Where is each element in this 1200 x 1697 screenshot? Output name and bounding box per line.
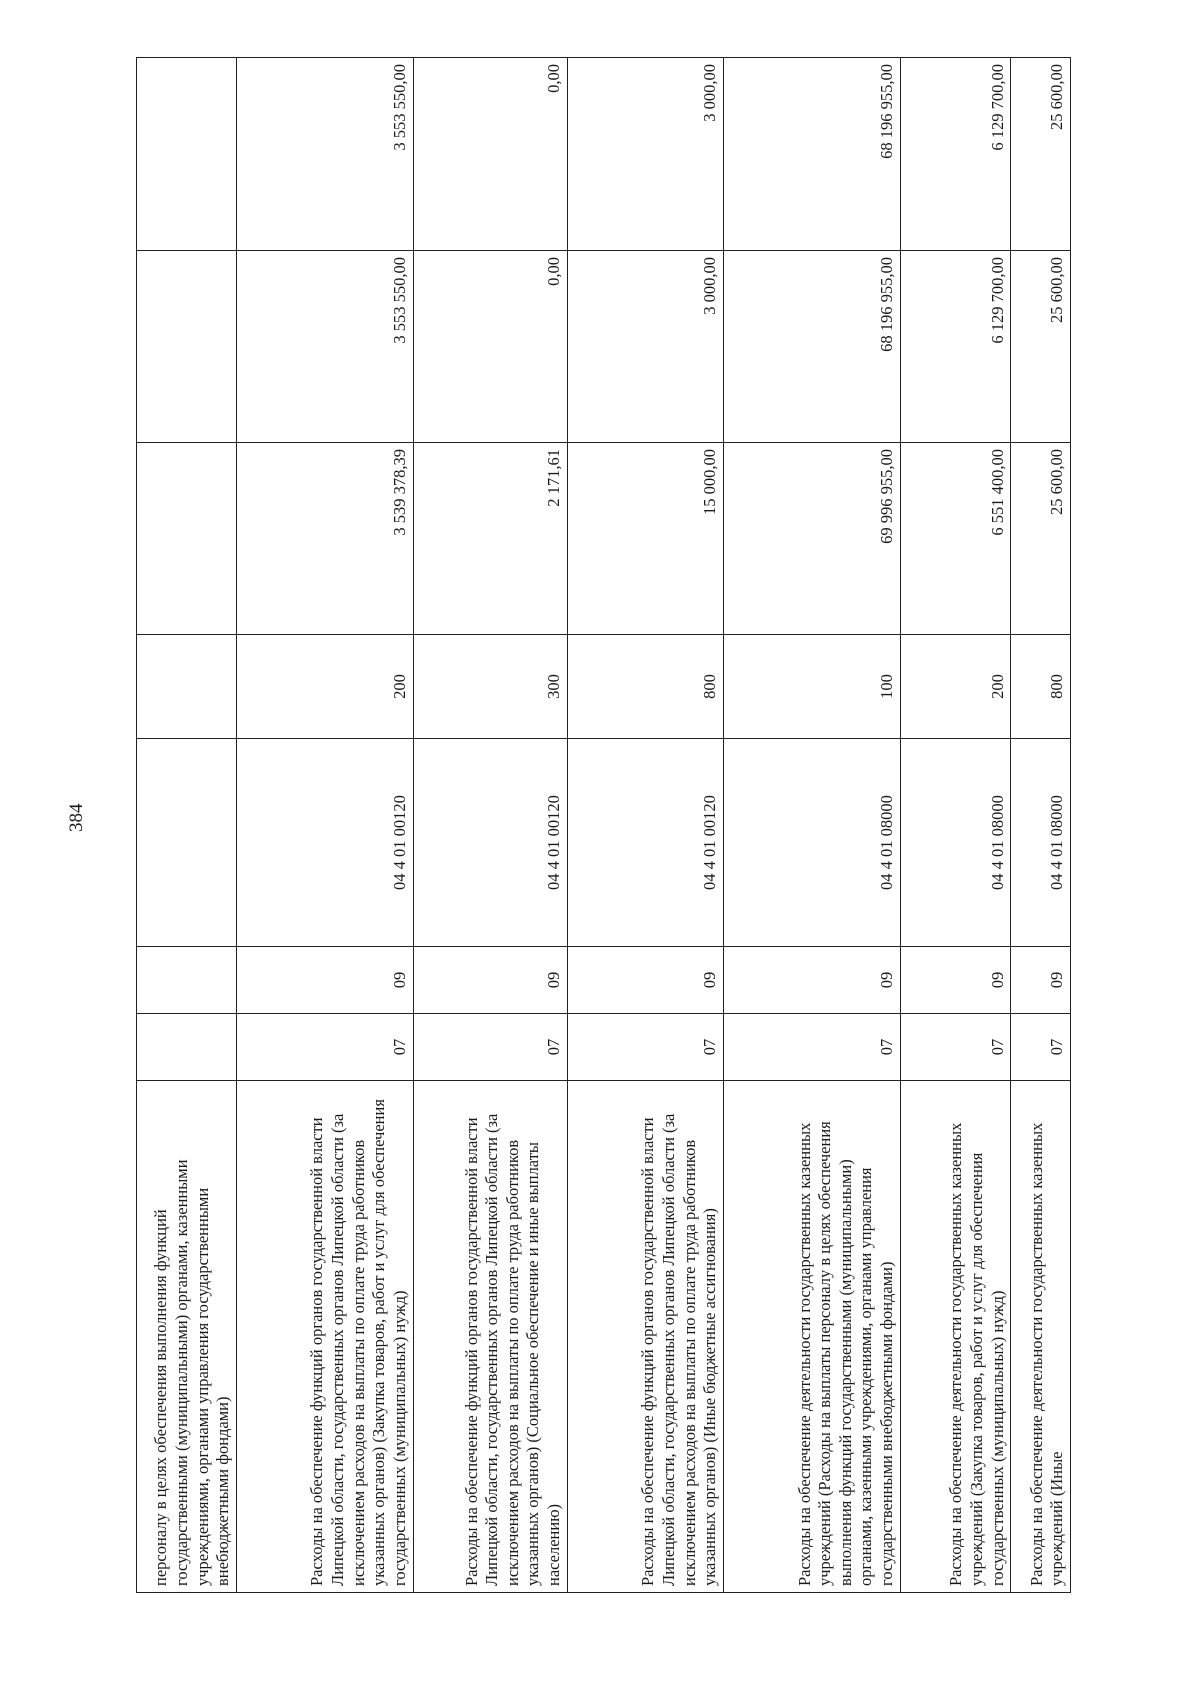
sum-year-2: 0,00 [413,251,567,443]
sum-year-1: 15 000,00 [567,443,723,635]
row-description: Расходы на обеспечение функций органов государственной власти Липецкой области, государственных органов Липецкой области (за исключением расходов на выплаты по оплате труда работников указанных органов) (Социальное обеспечение и иные выплаты населению) [413,1081,567,1593]
expense-type: 200 [900,635,1011,739]
sum-year-2: 3 553 550,00 [236,251,413,443]
table-row [900,58,1011,1593]
sum-year-2: 3 000,00 [567,251,723,443]
sum-year-3: 25 600,00 [1011,58,1071,251]
ministry-code: 07 [236,1014,413,1081]
target-article: 04 4 01 00120 [413,739,567,947]
ministry-code: 07 [900,1014,1011,1081]
sum-year-2: 6 129 700,00 [900,251,1011,443]
target-article [137,739,237,947]
rotated-table-container [136,58,1071,1593]
budget-table [136,57,1071,1593]
expense-type: 800 [567,635,723,739]
section-code: 09 [900,947,1011,1014]
ministry-code: 07 [723,1014,900,1081]
page-number: 384 [66,803,87,832]
section-code [137,947,237,1014]
sum-year-1: 6 551 400,00 [900,443,1011,635]
sum-year-1 [137,443,237,635]
sum-year-3 [137,58,237,251]
sum-year-1: 25 600,00 [1011,443,1071,635]
row-description: Расходы на обеспечение деятельности государственных казенных учреждений (Закупка товаров, работ и услуг для обеспечения государственных (муниципальных) нужд) [900,1081,1011,1593]
row-description: Расходы на обеспечение деятельности государственных казенных учреждений (Иные [1011,1081,1071,1593]
section-code: 09 [413,947,567,1014]
table-row [567,58,723,1593]
ministry-code: 07 [413,1014,567,1081]
sum-year-1: 2 171,61 [413,443,567,635]
target-article: 04 4 01 08000 [900,739,1011,947]
table-row [413,58,567,1593]
table-row [137,58,237,1593]
sum-year-1: 69 996 955,00 [723,443,900,635]
sum-year-2: 25 600,00 [1011,251,1071,443]
expense-type [137,635,237,739]
target-article: 04 4 01 08000 [723,739,900,947]
sum-year-1: 3 539 378,39 [236,443,413,635]
sum-year-3: 3 000,00 [567,58,723,251]
ministry-code: 07 [1011,1014,1071,1081]
expense-type: 200 [236,635,413,739]
expense-type: 300 [413,635,567,739]
sum-year-2 [137,251,237,443]
table-row [723,58,900,1593]
row-description: Расходы на обеспечение деятельности государственных казенных учреждений (Расходы на выплаты персоналу в целях обеспечения выполнения функций государственными (муниципальными) органами, казенными учреждениями, органами управления государственными внебюджетными фондами) [723,1081,900,1593]
table-row [1011,58,1071,1593]
table-row [236,58,413,1593]
row-description: персоналу в целях обеспечения выполнения функций государственными (муниципальными) органами, казенными учреждениями, органами управления государственными внебюджетными фондами) [137,1081,237,1593]
sum-year-3: 68 196 955,00 [723,58,900,251]
section-code: 09 [567,947,723,1014]
target-article: 04 4 01 00120 [236,739,413,947]
row-description: Расходы на обеспечение функций органов государственной власти Липецкой области, государственных органов Липецкой области (за исключением расходов на выплаты по оплате труда работников указанных органов) (Иные бюджетные ассигнования) [567,1081,723,1593]
row-description: Расходы на обеспечение функций органов государственной власти Липецкой области, государственных органов Липецкой области (за исключением расходов на выплаты по оплате труда работников указанных органов) (Закупка товаров, работ и услуг для обеспечения государственных (муниципальных) нужд) [236,1081,413,1593]
ministry-code [137,1014,237,1081]
section-code: 09 [1011,947,1071,1014]
expense-type: 800 [1011,635,1071,739]
sum-year-3: 3 553 550,00 [236,58,413,251]
sum-year-2: 68 196 955,00 [723,251,900,443]
target-article: 04 4 01 00120 [567,739,723,947]
section-code: 09 [236,947,413,1014]
section-code: 09 [723,947,900,1014]
sum-year-3: 6 129 700,00 [900,58,1011,251]
target-article: 04 4 01 08000 [1011,739,1071,947]
sum-year-3: 0,00 [413,58,567,251]
ministry-code: 07 [567,1014,723,1081]
expense-type: 100 [723,635,900,739]
